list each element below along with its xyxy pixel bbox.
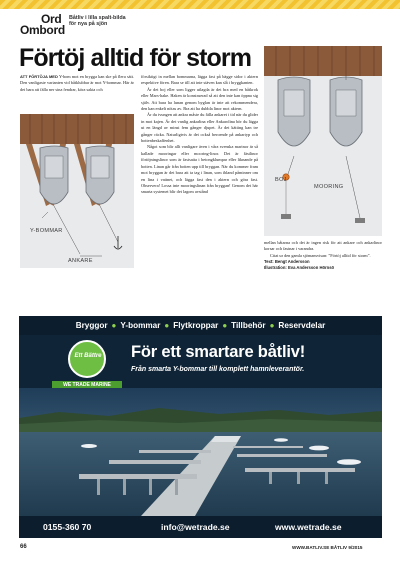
- section-tagline: Båtliv i lilla spalt-bilda för nya på sjön: [69, 15, 126, 28]
- publication-footer: WWW.BATLIV.SE BÅTLIV 9/2015: [292, 545, 363, 550]
- label-boj: BOJ: [275, 177, 287, 183]
- ad-product-3: Tillbehör: [231, 321, 266, 330]
- article-column-3: [264, 240, 382, 290]
- bullet-icon: ●: [269, 321, 275, 330]
- ad-contact-bar: [19, 516, 382, 538]
- column3-quote: Citat ur den gamla sjömansvisan: ”Förtöj alltid för storm”.: [270, 252, 371, 258]
- column3-text: mellan båtarna och det är ingen risk för att ankare och ankarlinor korsar och fastnar i varandra.: [264, 240, 382, 252]
- ad-product-1: Y-bommar: [120, 321, 161, 330]
- ad-website-link[interactable]: www.wetrade.se: [275, 522, 342, 532]
- article-headline: Förtöj alltid för storm: [19, 44, 252, 72]
- bullet-icon: ●: [111, 321, 117, 330]
- column1-text: Y-bom mot en brygga kan ske på flera sätt. Den vanligaste varianten vid båtklubbar är mot Y-bommar. Här är det bara att fälla ner sina fendrar, köra sakta och: [20, 74, 134, 92]
- page-number: 66: [20, 544, 27, 550]
- ad-product-2: Flytkroppar: [173, 321, 219, 330]
- column2-paragraph-2: Är det boj eller som ligger utlagda är det bra med en båtkrok eller Mars-hake. Haken är konstruerad så att den inte kan öppna sig själv. Att bara ha lunan genom byglan är inte att rekommendera, den kan enkelt nötas av. Bra att ha dubbla linor mot aktern.: [141, 86, 258, 112]
- column2-paragraph-4: Något som blir allt vanligare även i våra svenska marinor är så kallade mooringar eller mooring-linor. Det är fästlinor förtöjningslinor som är fastsatta i betongklumpar eller liknande på botten. Linan går från botten upp till bryggan. När du kommer fram mot bryggan är det bara att ta tag i linan, som ibland påminner om en lina i vattnet, och lägga fast den i aktern och göra fast. Observera! Lossa inte mooringslinan från bryggan! Genom det här smarta systemet blir det lagom avstånd: [141, 144, 258, 195]
- section-kicker: [20, 14, 132, 42]
- logo-band: WE TRADE MARINE: [52, 381, 122, 390]
- ad-headline: För ett smartare båtliv!: [131, 343, 306, 361]
- bullet-icon: ●: [164, 321, 170, 330]
- ad-email-link[interactable]: info@wetrade.se: [161, 522, 230, 532]
- wetrade-logo: [52, 340, 122, 394]
- ad-product-4: Reservdelar: [278, 321, 326, 330]
- label-ankare: ANKARE: [68, 258, 93, 264]
- credit-text: Text: Bengt Andersson: [264, 259, 310, 265]
- ad-product-0: Bryggor: [75, 321, 108, 330]
- credit-illustration: Illustration: Eva Andersson Hörnsö: [264, 265, 335, 271]
- lead-in: ATT FÖRTÖJA MED: [20, 74, 58, 79]
- label-mooring: MOORING: [314, 184, 344, 190]
- ad-phone[interactable]: 0155-360 70: [43, 522, 92, 532]
- section-title-line1: Ord: [41, 12, 62, 26]
- column2-paragraph-1: försiktigt in mellan bommarna, lägga fast på bägge sidor i aktern respektive fören. Bara se till att inte stäven kan slå i bryggkanten.: [141, 74, 258, 86]
- illustration-ybommar: [20, 114, 134, 268]
- logo-badge-icon: Ett Bättre: [68, 340, 106, 378]
- bullet-icon: ●: [222, 321, 228, 330]
- column2-paragraph-3: Är du tvungen att ankra måste du fälla ankaret i tid när du glider in mot kajen. Är det vanlig ankarlina eller Ankarolina bör du lägga ut en längd av minst fem gånger djupet. Är det kätting kan tre gånger räcka. Naturligtvis är det också beroende på ankartyp och bottenbeskaffenhet.: [141, 112, 258, 144]
- marina-photo: [19, 388, 382, 516]
- illustration-boj-mooring: [264, 46, 382, 236]
- top-color-band: [0, 0, 400, 9]
- advertisement-wetrade[interactable]: [19, 316, 382, 538]
- ad-subline: Från smarta Y-bommar till komplett hamnleverantör.: [131, 366, 305, 373]
- article-column-2: [141, 74, 258, 288]
- article-column-1: [20, 74, 134, 110]
- section-title-line2: Ombord: [20, 23, 65, 37]
- label-y-bommar: Y-BOMMAR: [30, 228, 63, 234]
- ad-product-bar: [19, 316, 382, 335]
